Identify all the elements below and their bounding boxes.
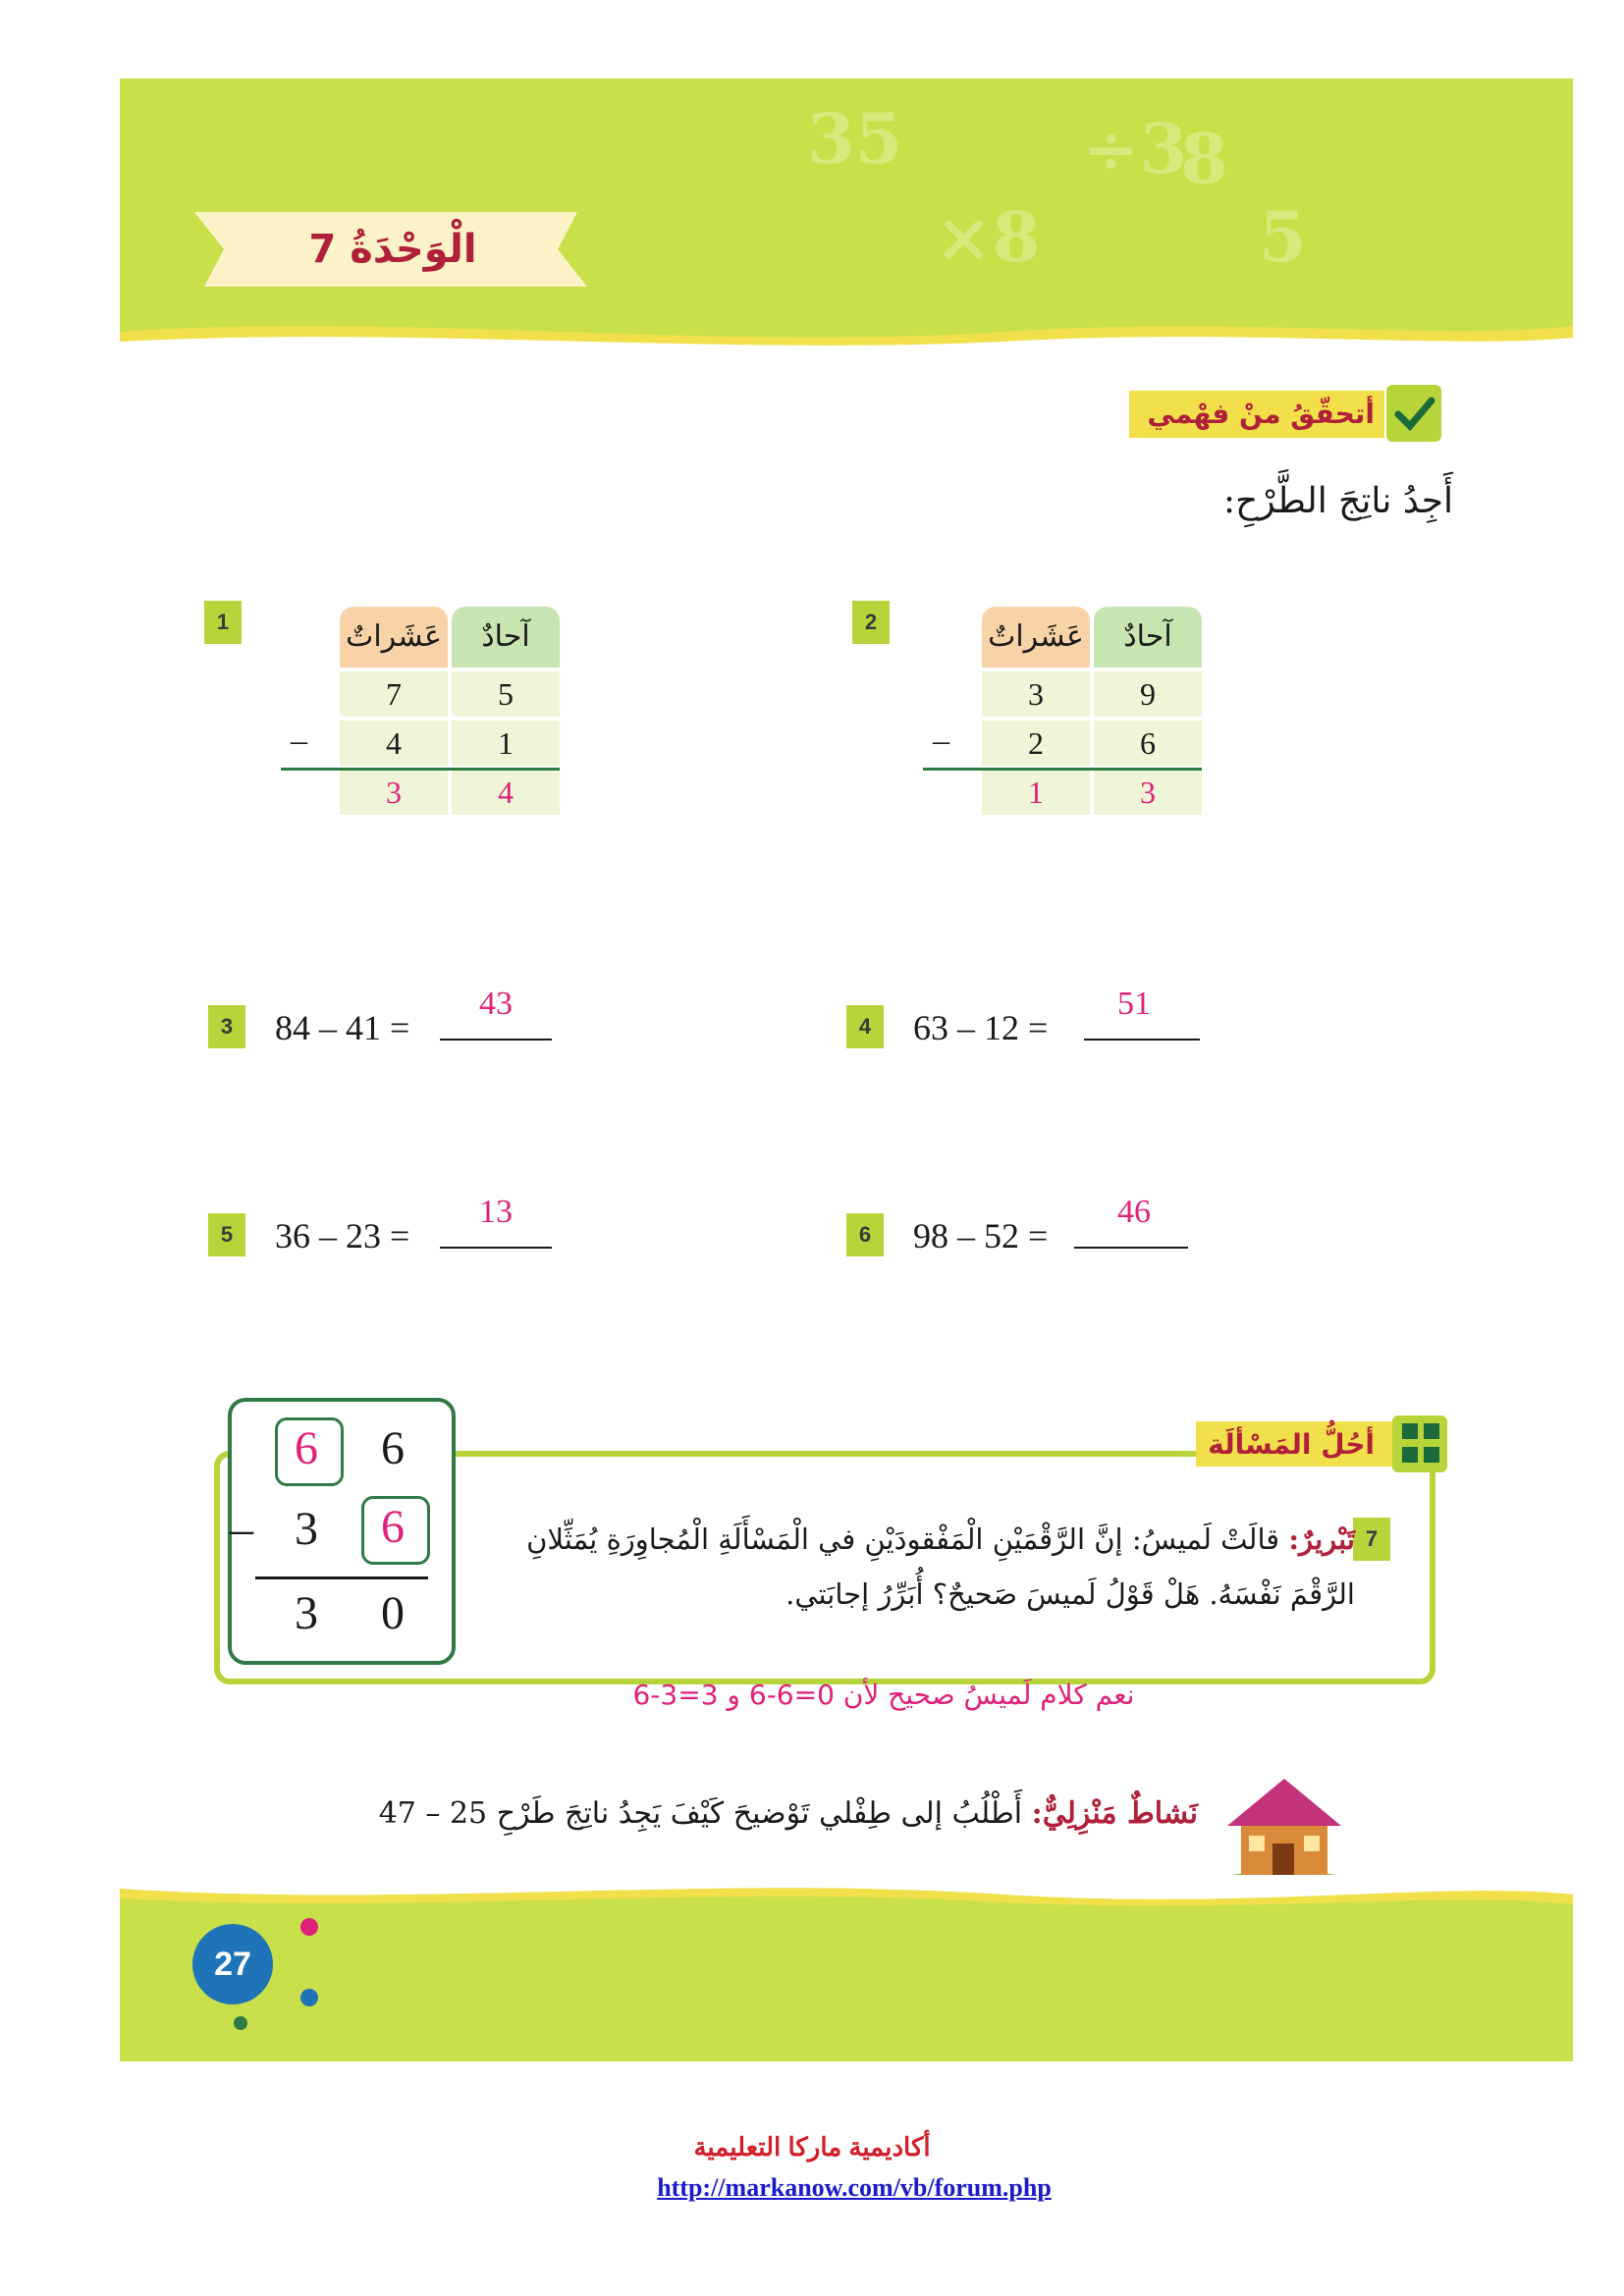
equation: 36 – 23 =	[275, 1216, 410, 1255]
instruction: أَجِدُ ناتِجَ الطَّرْحِ:	[1222, 481, 1453, 521]
answer: 13	[479, 1194, 513, 1230]
mid-tens-digit: 3	[295, 1503, 318, 1555]
answer-line	[1084, 1039, 1200, 1041]
ones-cell: 5	[452, 671, 560, 717]
sum-line	[281, 768, 560, 771]
home-activity	[373, 1785, 1198, 1843]
house-icon	[1214, 1767, 1355, 1891]
page-number: 27	[192, 1924, 273, 2004]
answer: 43	[479, 986, 513, 1022]
answer-line	[440, 1247, 552, 1249]
problem-badge: 3	[208, 1005, 245, 1048]
ones-cell: 1	[452, 721, 560, 766]
top-tens-digit: 6	[295, 1422, 318, 1474]
minus-sign: –	[230, 1503, 253, 1555]
answer-note: نعم كلام لَميسُ صحيح لأن 0=6-6 و 3=3-6	[632, 1679, 1135, 1711]
decor-digit: ÷3	[1082, 108, 1188, 189]
answer: 46	[1117, 1194, 1151, 1230]
sum-line	[923, 768, 1202, 771]
tens-header: عَشَراتٌ	[982, 607, 1090, 667]
problem-badge: 1	[204, 601, 242, 644]
problem-badge: 7	[1353, 1518, 1390, 1561]
place-value-table	[933, 607, 1202, 823]
tens-cell: 4	[340, 721, 448, 766]
result-ones: 4	[452, 770, 560, 815]
reasoning-keyword: تَبْريرٌ:	[1288, 1522, 1355, 1556]
ones-cell: 6	[1094, 721, 1202, 766]
ones-header: آحادٌ	[1094, 607, 1202, 667]
equation: 84 – 41 =	[275, 1008, 410, 1047]
problem-badge: 6	[846, 1213, 884, 1256]
problem-badge: 4	[846, 1005, 884, 1048]
problem-section-title: أحُلُّ المَسْألَة	[1208, 1428, 1375, 1461]
decor-digit: 5	[1259, 196, 1307, 278]
res-ones-digit: 0	[381, 1587, 405, 1639]
decor-dot	[300, 1989, 318, 2006]
reasoning-question	[471, 1512, 1355, 1629]
decor-dot	[300, 1918, 318, 1936]
tens-cell: 2	[982, 721, 1090, 766]
subtraction-figure	[228, 1398, 456, 1665]
minus-sign: –	[933, 722, 949, 759]
problem-badge: 2	[852, 601, 890, 644]
decor-digit: ×8	[935, 196, 1041, 278]
section-title: أتحقّقُ منْ فهْمي	[1147, 398, 1375, 430]
ones-cell: 9	[1094, 671, 1202, 717]
home-keyword: نَشاطٌ مَنْزِلِيٌّ:	[1031, 1796, 1198, 1831]
res-tens-digit: 3	[295, 1587, 318, 1639]
tens-cell: 7	[340, 671, 448, 717]
result-tens: 3	[340, 770, 448, 815]
mid-ones-digit: 6	[381, 1501, 405, 1553]
home-text: أَطْلُبُ إلى طِفْلي تَوْضيحَ كَيْفَ يَجِدُ ناتِجَ طَرْحِ 25 – 47	[378, 1796, 1023, 1831]
ones-header: آحادٌ	[452, 607, 560, 667]
answer-line	[1074, 1247, 1188, 1249]
equation: 63 – 12 =	[913, 1008, 1049, 1047]
top-ones-digit: 6	[381, 1422, 405, 1474]
place-value-table	[291, 607, 560, 823]
answer: 51	[1117, 986, 1151, 1022]
sum-line	[255, 1576, 428, 1579]
academy-name: أكاديمية ماركا التعليمية	[693, 2132, 931, 2162]
problem-badge: 5	[208, 1213, 245, 1256]
reasoning-text: قالَتْ لَميسُ: إنَّ الرَّقْمَيْنِ الْمَفْقودَيْنِ في الْمَسْأَلَةِ الْمُجاوِرَةِ يُمَثِّلانِ الرَّقْمَ نَفْسَهُ. هَلْ قَوْلُ لَميسَ صَحيحٌ؟ أُبَرِّرُ إجابَتي.	[526, 1522, 1355, 1611]
equation: 98 – 52 =	[913, 1216, 1049, 1255]
result-tens: 1	[982, 770, 1090, 815]
decor-digit: 35	[807, 98, 903, 180]
minus-sign: –	[291, 722, 307, 759]
decor-dot	[234, 2016, 247, 2030]
tens-cell: 3	[982, 671, 1090, 717]
result-ones: 3	[1094, 770, 1202, 815]
answer-line	[440, 1039, 552, 1041]
footer-wave	[120, 1875, 1573, 1914]
header-wave	[120, 312, 1573, 351]
tens-header: عَشَراتٌ	[340, 607, 448, 667]
academy-link[interactable]: http://markanow.com/vb/forum.php	[657, 2173, 1052, 2202]
footer-band	[120, 1885, 1573, 2061]
unit-title: الْوَحْدَةُ 7	[308, 227, 477, 272]
decor-digit: 8	[1180, 118, 1228, 199]
